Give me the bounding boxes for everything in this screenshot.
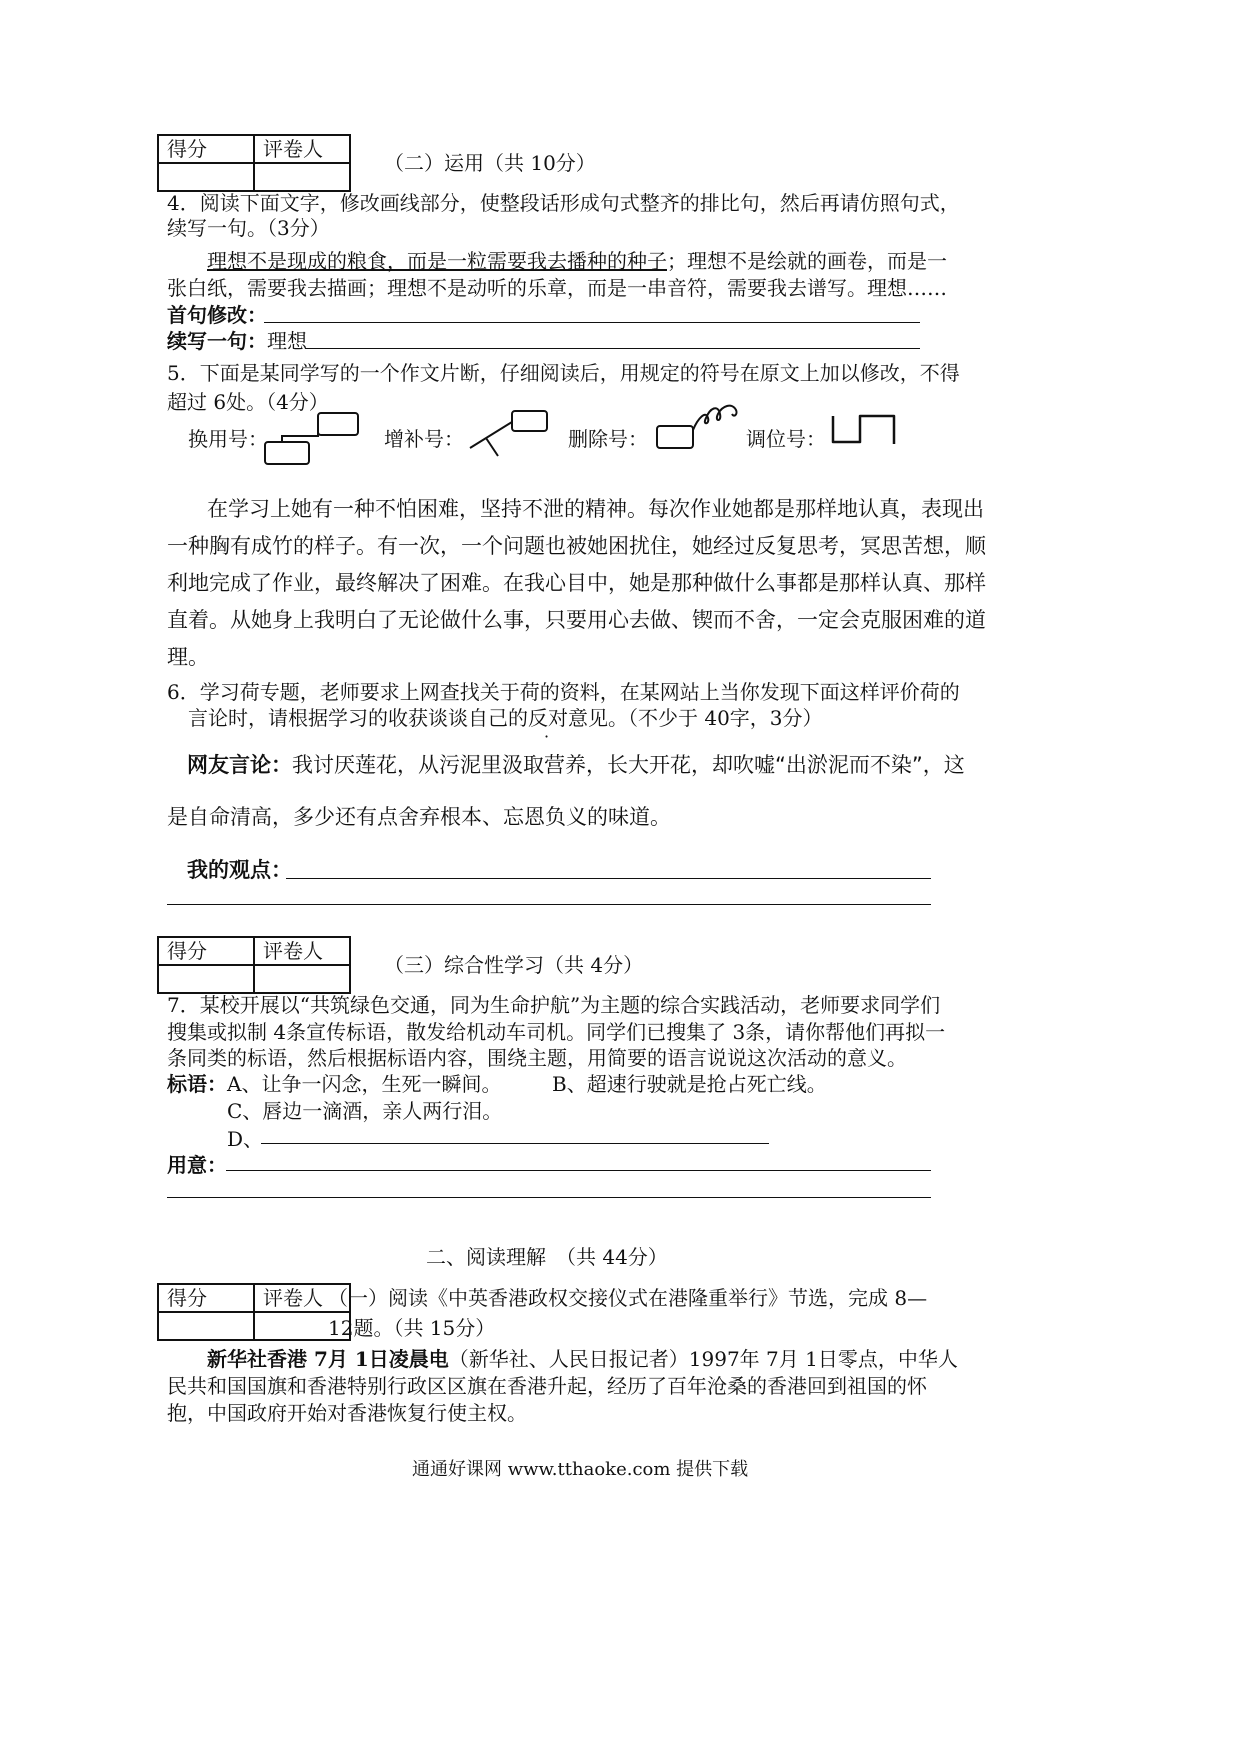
netizen-label: 网友言论：	[187, 753, 292, 777]
insert-symbol-label: 增补号：	[384, 427, 464, 451]
q5-passage-line5: 理。	[167, 645, 209, 669]
q4-underlined-sentence: 理想不是现成的粮食，而是一粒需要我去播种的种子	[207, 249, 667, 273]
slogan-d-answer-line[interactable]	[261, 1143, 769, 1144]
section-2-title: （二）运用（共 10分）	[384, 151, 596, 175]
grader-cell[interactable]	[254, 965, 350, 993]
reading-1-line1: 新华社香港 7月 1日凌晨电（新华社、人民日报记者）1997年 7月 1日零点，中华人	[207, 1347, 958, 1371]
q5-line2: 超过 6处。（4分）	[167, 390, 329, 414]
q4-line1: 4．阅读下面文字，修改画线部分，使整段话形成句式整齐的排比句，然后再请仿照句式，	[167, 191, 960, 215]
q7-line2: 搜集或拟制 4条宣传标语，散发给机动车司机。同学们已搜集了 3条，请你帮他们再拟一	[167, 1020, 946, 1044]
swap-symbol-icon	[830, 412, 904, 450]
q6-netizen-line2: 是自命清高，多少还有点舍弃根本、忘恩负义的味道。	[167, 805, 671, 829]
slogan-d: D、	[227, 1127, 264, 1151]
score-table-2	[157, 936, 351, 994]
page-footer: 通通好课网 www.tthaoke.com 提供下载	[412, 1459, 749, 1480]
delete-symbol-label: 删除号：	[568, 427, 648, 451]
grader-label: 评卷人	[254, 135, 350, 163]
reading-1-line2: 民共和国国旗和香港特别行政区区旗在香港升起，经历了百年沧桑的香港回到祖国的怀	[167, 1374, 927, 1398]
grader-label: 评卷人	[254, 937, 350, 965]
score-table-3	[157, 1283, 351, 1341]
q4-fix-answer-line[interactable]	[264, 322, 920, 323]
q6-line2: 言论时，请根据学习的收获谈谈自己的反对意见。（不少于 40字，3分）	[188, 706, 823, 730]
q4-line2: 续写一句。（3分）	[167, 216, 330, 240]
q4-passage-line1: 理想不是现成的粮食，而是一粒需要我去播种的种子；理想不是绘就的画卷，而是一	[207, 249, 947, 273]
part-2-title: 二、阅读理解 （共 44分）	[426, 1245, 668, 1269]
score-table-1	[157, 134, 351, 192]
q6-my-view-label: 我的观点：	[187, 858, 292, 882]
slogan-b: B、超速行驶就是抢占死亡线。	[552, 1072, 827, 1096]
q5-line1: 5．下面是某同学写的一个作文片断，仔细阅读后，用规定的符号在原文上加以修改，不得	[167, 361, 960, 385]
reading-1-title-line2: 12题。（共 15分）	[328, 1316, 496, 1340]
reading-1-line3: 抱，中国政府开始对香港恢复行使主权。	[167, 1401, 527, 1425]
q7-line1: 7．某校开展以“共筑绿色交通，同为生命护航”为主题的综合实践活动，老师要求同学们	[167, 993, 941, 1017]
score-cell[interactable]	[158, 163, 254, 191]
grader-label: 评卷人	[254, 1284, 350, 1312]
slogan-c: C、唇边一滴酒，亲人两行泪。	[227, 1099, 503, 1123]
reading-1-title-line1: （一）阅读《中英香港政权交接仪式在港隆重举行》节选，完成 8—	[328, 1286, 928, 1310]
delete-symbol-icon	[654, 404, 746, 454]
grader-cell[interactable]	[254, 163, 350, 191]
score-cell[interactable]	[158, 965, 254, 993]
q6-answer-line-1[interactable]	[286, 878, 931, 879]
q4-fix-label: 首句修改：	[167, 303, 267, 327]
q7-meaning-answer-line-1[interactable]	[226, 1170, 931, 1171]
q7-meaning-label: 用意：	[167, 1153, 227, 1177]
q6-emphasis-word: 反对	[528, 706, 568, 730]
section-3-title: （三）综合性学习（共 4分）	[384, 953, 644, 977]
q6-answer-line-2[interactable]	[167, 904, 931, 905]
q7-slogans-row1	[167, 1069, 501, 1099]
insert-symbol-icon	[468, 408, 552, 460]
slogan-a: A、让争一闪念，生死一瞬间。	[227, 1072, 502, 1096]
q5-passage-line3: 利地完成了作业，最终解决了困难。在我心目中，她是那种做什么事都是那样认真、那样	[167, 571, 986, 595]
score-label: 得分	[158, 135, 254, 163]
q5-passage-line1: 在学习上她有一种不怕困难，坚持不泄的精神。每次作业她都是那样地认真，表现出	[207, 497, 984, 521]
swap-symbol-label: 调位号：	[746, 427, 826, 451]
q4-passage-line2: 张白纸，需要我去描画；理想不是动听的乐章，而是一串音符，需要我去谱写。理想……	[167, 276, 947, 300]
score-label: 得分	[158, 1284, 254, 1312]
q4-continue-row: 续写一句：理想	[167, 329, 307, 353]
q4-continue-answer-line[interactable]	[305, 348, 920, 349]
score-cell[interactable]	[158, 1312, 254, 1340]
q7-meaning-answer-line-2[interactable]	[167, 1197, 931, 1198]
q7-line3: 条同类的标语，然后根据标语内容，围绕主题，用简要的语言说说这次活动的意义。	[167, 1046, 907, 1070]
replace-symbol-icon	[262, 410, 362, 468]
q6-line1: 6．学习荷专题，老师要求上网查找关于荷的资料，在某网站上当你发现下面这样评价荷的	[167, 680, 960, 704]
q5-passage-line2: 一种胸有成竹的样子。有一次，一个问题也被她困扰住，她经过反复思考，冥思苦想，顺	[167, 534, 986, 558]
q6-netizen-line1: 网友言论：我讨厌莲花，从污泥里汲取营养，长大开花，却吹嘘“出淤泥而不染”，这	[187, 753, 965, 777]
q5-passage-line4: 直着。从她身上我明白了无论做什么事，只要用心去做、锲而不舍，一定会克服困难的道	[167, 608, 986, 632]
slogan-label: 标语：	[167, 1072, 227, 1096]
score-label: 得分	[158, 937, 254, 965]
replace-symbol-label: 换用号：	[188, 427, 268, 451]
